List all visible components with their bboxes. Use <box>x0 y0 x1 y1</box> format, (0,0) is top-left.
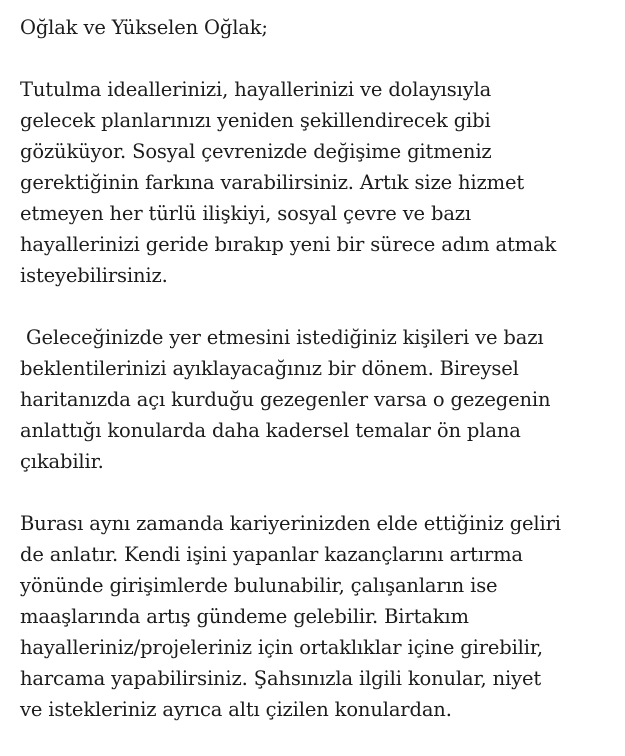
text-line: isteyebilirsiniz. <box>20 264 168 287</box>
heading-line: Oğlak ve Yükselen Oğlak; <box>20 16 268 39</box>
text-line: Tutulma ideallerinizi, hayallerinizi ve dolayısıyla <box>20 78 492 101</box>
text-line: Burası aynı zamanda kariyerinizden elde ettiğiniz geliri <box>20 512 561 535</box>
text-line: hayalleriniz/projeleriniz için ortaklıklar içine girebilir, <box>20 636 543 659</box>
paragraph-2 <box>20 322 620 477</box>
heading-paragraph <box>20 12 620 43</box>
text-line: ve istekleriniz ayrıca altı çizilen konulardan. <box>20 698 452 721</box>
text-line: yönünde girişimlerde bulunabilir, çalışanların ise <box>20 574 498 597</box>
text-line: çıkabilir. <box>20 450 104 473</box>
text-line: haritanızda açı kurduğu gezegenler varsa o gezegenin <box>20 388 551 411</box>
text-line: maaşlarında artış gündeme gelebilir. Birtakım <box>20 605 469 628</box>
text-line: beklentilerinizi ayıklayacağınız bir dönem. Bireysel <box>20 357 519 380</box>
text-line: gelecek planlarınızı yeniden şekillendirecek gibi <box>20 109 491 132</box>
text-line: gözüküyor. Sosyal çevrenizde değişime gitmeniz <box>20 140 492 163</box>
paragraph-1 <box>20 74 620 291</box>
text-line: etmeyen her türlü ilişkiyi, sosyal çevre ve bazı <box>20 202 472 225</box>
text-line: anlattığı konularda daha kadersel temalar ön plana <box>20 419 521 442</box>
text-line: harcama yapabilirsiniz. Şahsınızla ilgili konular, niyet <box>20 667 542 690</box>
document-body <box>20 12 620 756</box>
text-line: Geleceğinizde yer etmesini istediğiniz kişileri ve bazı <box>20 326 544 349</box>
text-line: hayallerinizi geride bırakıp yeni bir sürece adım atmak <box>20 233 557 256</box>
text-line: gerektiğinin farkına varabilirsiniz. Artık size hizmet <box>20 171 525 194</box>
paragraph-3 <box>20 508 620 725</box>
text-line: de anlatır. Kendi işini yapanlar kazançlarını artırma <box>20 543 523 566</box>
